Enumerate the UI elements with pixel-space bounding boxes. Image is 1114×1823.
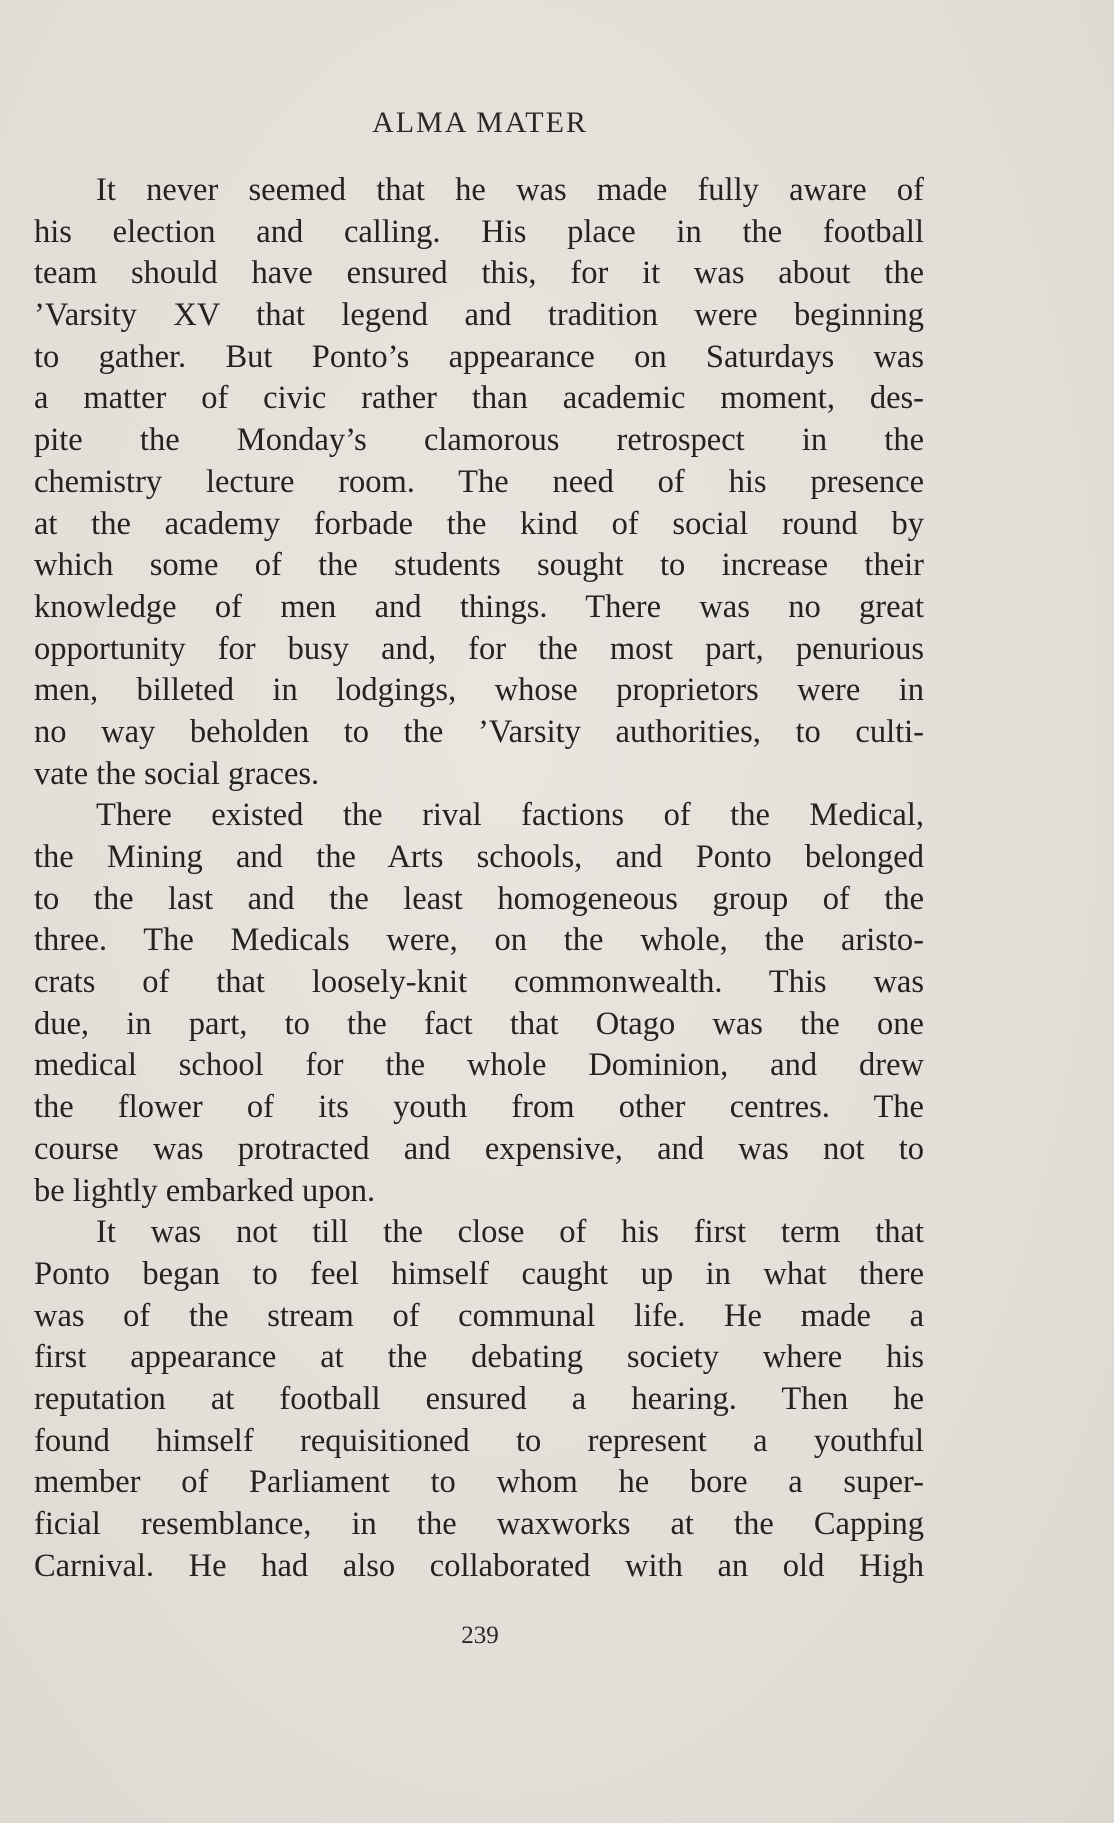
text-line: member of Parliament to whom he bore a super- [34, 1464, 924, 1501]
text-line: Carnival. He had also collaborated with an old High [34, 1547, 924, 1584]
text-line: a matter of civic rather than academic moment, des- [34, 380, 924, 417]
text-line: be lightly embarked upon. [34, 1172, 376, 1209]
text-line: It was not till the close of his first term that [96, 1214, 924, 1251]
text-line: men, billeted in lodgings, whose proprietors were in [34, 672, 924, 709]
text-line: team should have ensured this, for it was about the [34, 255, 924, 292]
text-line: chemistry lecture room. The need of his presence [34, 463, 924, 500]
text-line: the Mining and the Arts schools, and Ponto belonged [34, 839, 924, 875]
text-line: opportunity for busy and, for the most part, penurious [34, 630, 924, 667]
text-line: no way beholden to the ’Varsity authorities, to culti- [34, 713, 924, 750]
text-line: three. The Medicals were, on the whole, the aristo- [34, 922, 924, 959]
text-line: to the last and the least homogeneous group of the [34, 880, 924, 917]
text-line: medical school for the whole Dominion, and drew [34, 1047, 924, 1084]
text-line: Ponto began to feel himself caught up in what there [34, 1255, 924, 1292]
text-line: was of the stream of communal life. He made a [34, 1297, 924, 1334]
page-number: 239 [461, 1622, 499, 1649]
text-line: to gather. But Ponto’s appearance on Saturdays was [34, 338, 924, 375]
text-line: his election and calling. His place in the football [34, 213, 924, 250]
text-line: There existed the rival factions of the Medical, [96, 797, 924, 834]
text-line: knowledge of men and things. There was no great [34, 588, 924, 625]
text-line: first appearance at the debating society where his [34, 1339, 924, 1376]
text-line: It never seemed that he was made fully aware of [96, 172, 924, 208]
text-line: ficial resemblance, in the waxworks at the Capping [34, 1506, 924, 1542]
text-line: which some of the students sought to increase their [34, 547, 924, 584]
running-head: ALMA MATER [372, 106, 588, 139]
text-line: at the academy forbade the kind of social round by [34, 505, 924, 542]
text-line: course was protracted and expensive, and was not to [34, 1130, 924, 1167]
body-text [34, 170, 924, 1587]
text-line: the flower of its youth from other centres. The [34, 1089, 924, 1126]
text-line: pite the Monday’s clamorous retrospect in the [34, 422, 924, 459]
text-line: vate the social graces. [34, 755, 320, 792]
text-line: found himself requisitioned to represent a youthful [34, 1422, 924, 1459]
text-line: ’Varsity XV that legend and tradition were beginning [34, 297, 924, 334]
text-line: due, in part, to the fact that Otago was the one [34, 1005, 924, 1042]
text-line: reputation at football ensured a hearing. Then he [34, 1380, 924, 1417]
text-line: crats of that loosely-knit commonwealth. This was [34, 964, 924, 1001]
